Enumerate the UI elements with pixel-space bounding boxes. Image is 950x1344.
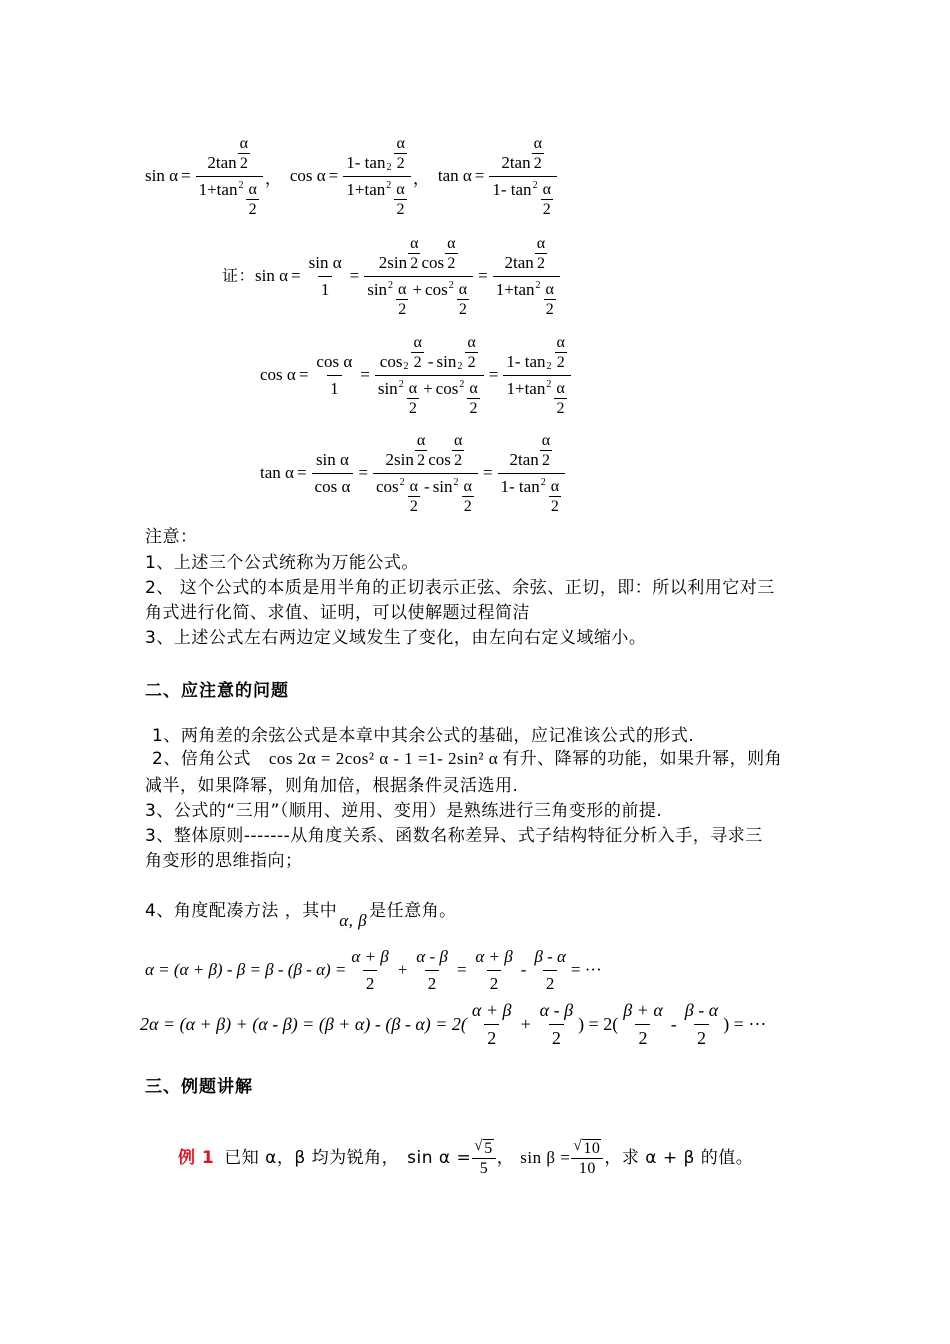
sin-fraction: 2tan $\frac{\alpha}{2}$ 1+tan 2 $\frac{\alpha}{2}$: [196, 134, 263, 219]
section-2-p3: 3、公式的“三用”（顺用、逆用、变用）是熟练进行三角变形的前提.: [145, 801, 663, 821]
example-label: 例 1: [178, 1148, 215, 1168]
section-2-p2-line-2: 减半，如果降幂，则角加倍，根据条件灵活选用.: [145, 776, 519, 796]
proof-tan: tan α = $\frac{\text{sin α}}{\text{cos α}}$ = 2sin $\frac{\alpha}{2}$ cos $\frac{\alpha}{2}$ cos 2 $\frac{\alpha}{2}$ - sin 2 $\frac{\alpha}{2}$ = 2tan $\frac{\alpha}{2}$ 1- tan 2 $\frac{\alpha}{2}$: [260, 426, 567, 520]
proof-label: 证：: [222, 266, 256, 285]
section-2-p4-line-1: 3、整体原则-------从角度关系、函数名称差异、式子结构特征分析入手，寻求三: [145, 826, 763, 846]
sin-alpha: sin α: [145, 166, 178, 185]
proof-cos: cos α = $\frac{\text{cos α}}{1}$ = cos 2 $\frac{\alpha}{2}$ - sin 2 $\frac{\alpha}{2}$ sin 2 $\frac{\alpha}{2}$ + cos 2 $\frac{\alpha}{2}$ = 1- tan 2 $\frac{\alpha}{2}$ 1+tan 2 $\frac{\alpha}{2}$: [260, 328, 573, 422]
section-2-p5: 4、角度配凑方法 ，其中 α, β 是任意角。: [145, 901, 457, 930]
section-2-heading: 二、应注意的问题: [145, 681, 289, 701]
sqrt5-over-5: √ 5 5: [473, 1139, 495, 1178]
double-angle-formula: cos 2α = 2cos² α - 1 =1- 2sin² α: [268, 749, 499, 768]
notes-title: 注意：: [145, 527, 198, 547]
tan-alpha: tan α: [437, 166, 472, 185]
angle-equation-2: 2α = (α + β) + (α - β) = (β + α) - (β - α) = 2( $\frac{\alpha + \beta}{2}$ + $\frac{\alpha - \beta}{2}$ ) = 2( $\frac{\beta + \alpha}{2}$ - $\frac{\beta - \alpha}{2}$ ) = ···: [140, 999, 767, 1048]
universal-formulas: sin α = 2tan $\frac{\alpha}{2}$ 1+tan 2 $\frac{\alpha}{2}$ ， cos α = 1- tan 2 $\frac{\alpha}{2}$ 1+tan 2 $\frac{\alpha}{2}$ ， tan α = 2tan $\frac{\alpha}{2}$ 1- tan 2 $\frac{\alpha}{2}$: [145, 128, 559, 224]
cos-fraction: 1- tan 2 $\frac{\alpha}{2}$ 1+tan 2 $\frac{\alpha}{2}$: [343, 134, 411, 219]
cos-alpha: cos α: [289, 166, 326, 185]
notes-item-2-line-1: 2、 这个公式的本质是用半角的正切表示正弦、余弦、正切，即：所以利用它对三: [145, 578, 775, 598]
notes-item-1: 1、上述三个公式统称为万能公式。: [145, 553, 419, 573]
sqrt10-over-10: √ 10 10: [572, 1139, 602, 1178]
example-1: 例 1 已知 α，β 均为锐角， sin α = √ 5 5 ， sin β = √ 10 10 ，求 α + β 的值。: [178, 1137, 754, 1177]
proof-sin: 证： sin α = $\frac{\text{sin α}}{1}$ = 2sin $\frac{\alpha}{2}$ cos $\frac{\alpha}{2}$ sin 2 $\frac{\alpha}{2}$ + cos 2 $\frac{\alpha}{2}$ = 2tan $\frac{\alpha}{2}$ 1+tan 2 $\frac{\alpha}{2}$: [222, 230, 562, 322]
angle-equation-1: α = (α + β) - β = β - (β - α) = $\frac{\alpha + \beta}{2}$ + $\frac{\alpha - \beta}{2}$ = $\frac{\alpha + \beta}{2}$ - $\frac{\beta - \alpha}{2}$ = ···: [145, 946, 602, 993]
section-2-p1: 1、两角差的余弦公式是本章中其余公式的基础，应记准该公式的形式.: [152, 726, 695, 746]
section-3-heading: 三、例题讲解: [145, 1077, 253, 1097]
notes-item-2-line-2: 角式进行化简、求值、证明，可以使解题过程简洁: [145, 603, 530, 623]
section-2-p2: 2、倍角公式 cos 2α = 2cos² α - 1 =1- 2sin² α 有升、降幂的功能，如果升幂，则角: [152, 745, 782, 773]
tan-fraction: 2tan $\frac{\alpha}{2}$ 1- tan 2 $\frac{\alpha}{2}$: [489, 134, 557, 219]
section-2-p4-line-2: 角变形的思维指向；: [145, 851, 303, 871]
notes-item-3: 3、上述公式左右两边定义域发生了变化，由左向右定义域缩小。: [145, 628, 647, 648]
